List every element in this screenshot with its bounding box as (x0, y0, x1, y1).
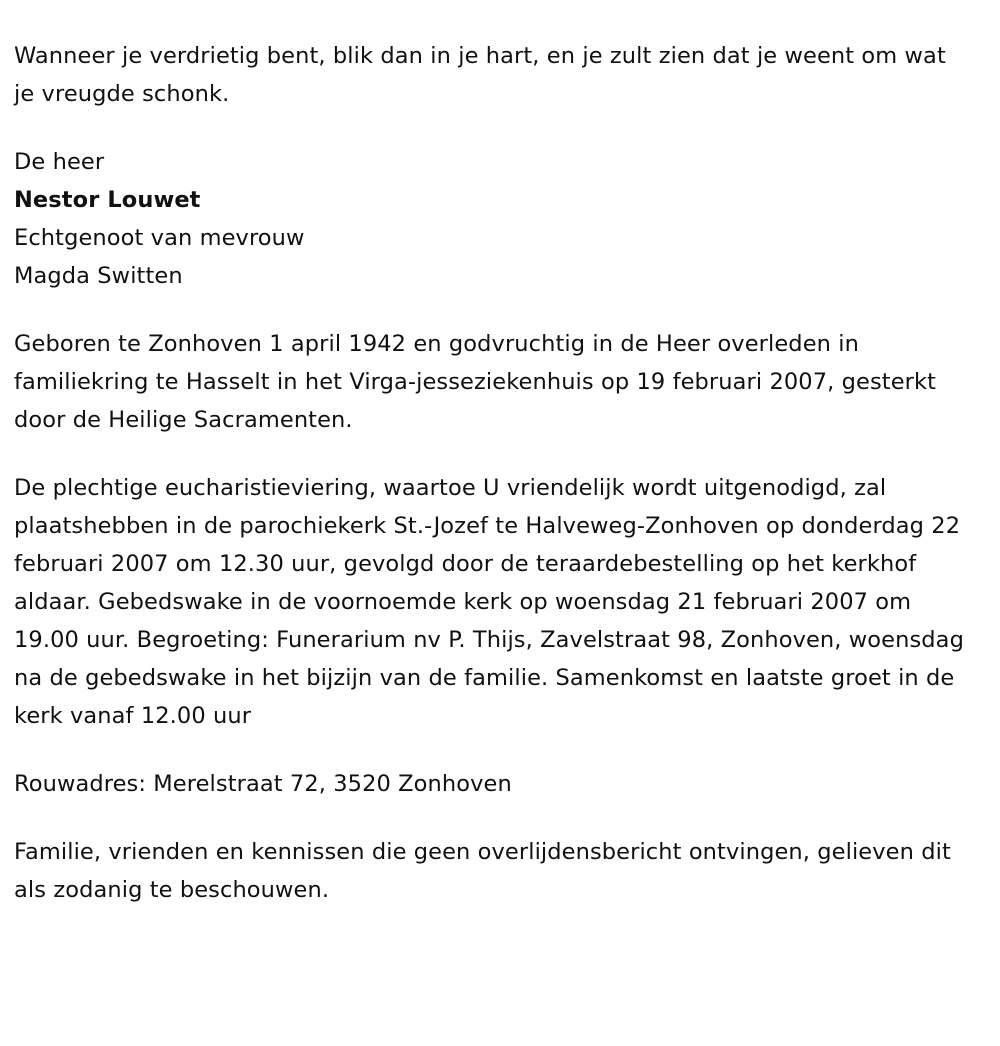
quote-block (14, 37, 972, 113)
salutation-text: De heer (14, 148, 105, 175)
closing-note-text: Familie, vrienden en kennissen die geen overlijdensbericht ontvingen, gelieven dit als zodanig te beschouwen. (14, 838, 951, 903)
birth-death-text: Geboren te Zonhoven 1 april 1942 en godvruchtig in de Heer overleden in familiekring te Hasselt in het Virga-jesseziekenhuis op 19 februari 2007, gesterkt door de Heilige Sacramenten. (14, 330, 937, 433)
service-details-block (14, 469, 972, 735)
mourning-address-block (14, 765, 972, 803)
deceased-block (14, 143, 972, 295)
spouse-name: Magda Switten (14, 262, 183, 289)
quote-text: Wanneer je verdrietig bent, blik dan in je hart, en je zult zien dat je weent om wat je vreugde schonk. (14, 42, 946, 107)
deceased-name: Nestor Louwet (14, 186, 201, 213)
birth-death-block (14, 325, 972, 439)
spouse-label: Echtgenoot van mevrouw (14, 224, 305, 251)
closing-note-block (14, 833, 972, 909)
mourning-address-text: Rouwadres: Merelstraat 72, 3520 Zonhoven (14, 770, 512, 797)
service-details-text: De plechtige eucharistieviering, waartoe U vriendelijk wordt uitgenodigd, zal plaatshebben in de parochiekerk St.-Jozef te Halveweg-Zonhoven op donderdag 22 februari 2007 om 12.30 uur, gevolgd door de teraardebestelling op het kerkhof aldaar. Gebedswake in de voornoemde kerk op woensdag 21 februari 2007 om 19.00 uur. Begroeting: Funerarium nv P. Thijs, Zavelstraat 98, Zonhoven, woensdag na de gebedswake in het bijzijn van de familie. Samenkomst en laatste groet in de kerk vanaf 12.00 uur (14, 474, 964, 729)
